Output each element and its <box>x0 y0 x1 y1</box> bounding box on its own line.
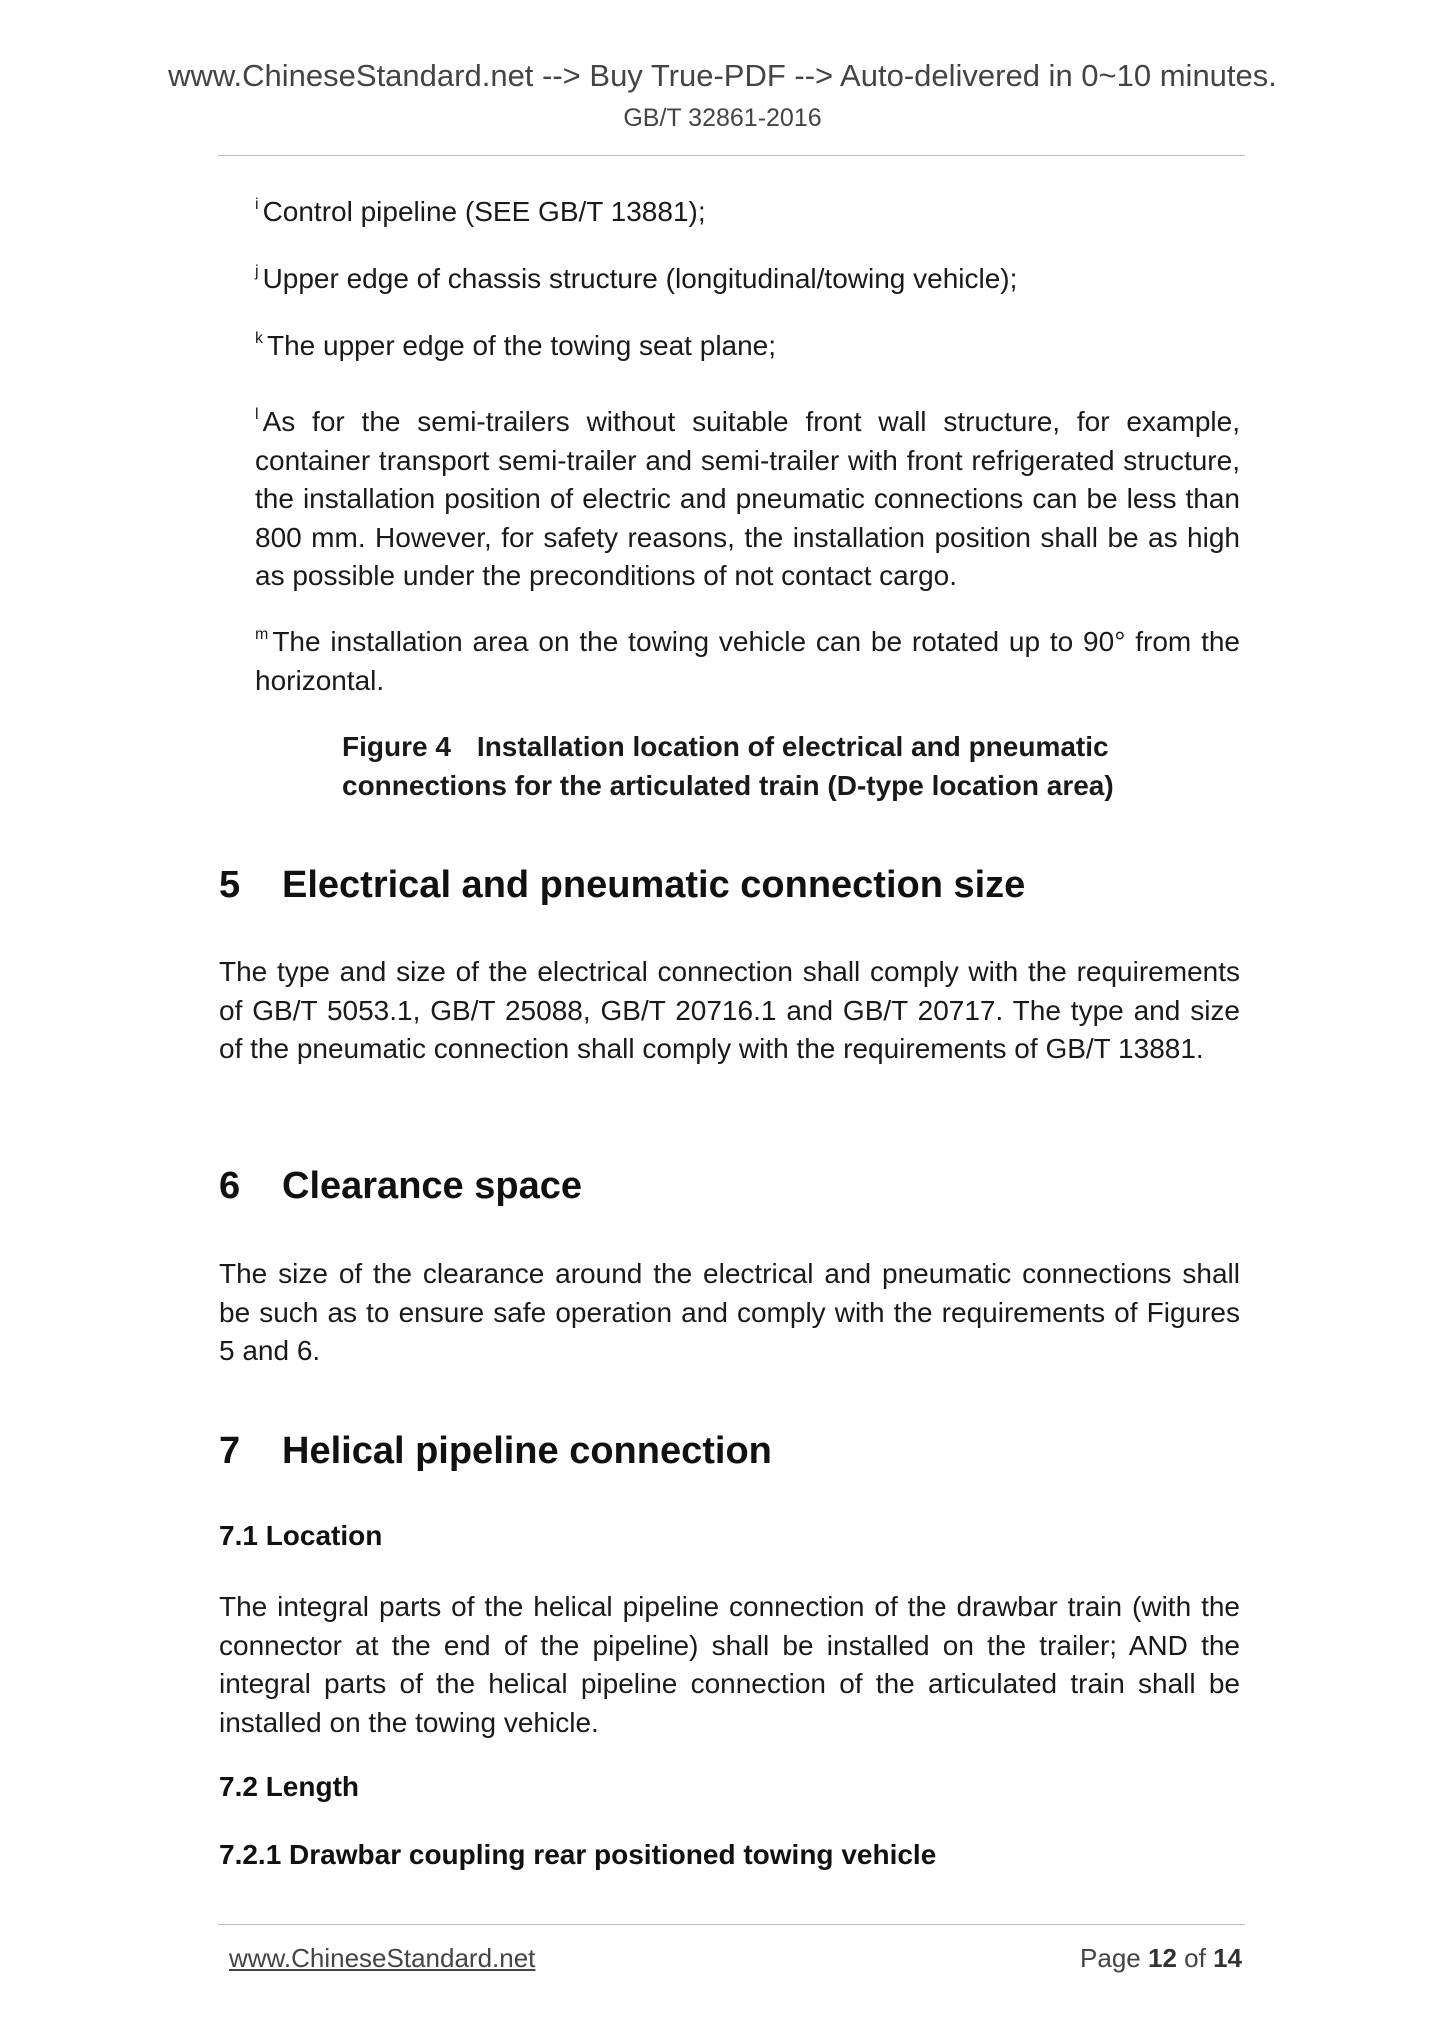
section-7-heading <box>219 1430 772 1473</box>
figure-note-k <box>255 327 1240 366</box>
figure-note-j <box>255 260 1240 299</box>
note-mark: i <box>255 196 259 213</box>
section-title: Electrical and pneumatic connection size <box>282 864 1026 906</box>
figure-caption <box>342 728 1202 805</box>
note-text: The upper edge of the towing seat plane; <box>267 330 777 361</box>
note-mark: k <box>255 330 263 347</box>
figure-caption-line1: Installation location of electrical and pneumatic <box>476 731 1109 762</box>
section-title: Clearance space <box>282 1165 582 1207</box>
header-divider <box>218 155 1245 156</box>
figure-note-m <box>255 623 1240 700</box>
section-6-heading <box>219 1165 582 1208</box>
section-6-body: The size of the clearance around the electrical and pneumatic connections shall be such as to ensure safe operation and comply with the requirements of Figures 5 and 6. <box>219 1258 1240 1366</box>
subsection-7-1-heading: 7.1 Location <box>219 1520 383 1551</box>
page-prefix: Page <box>1080 1943 1141 1973</box>
note-text: Upper edge of chassis structure (longitudinal/towing vehicle); <box>262 263 1018 294</box>
footer-site-link[interactable]: www.ChineseStandard.net <box>229 1943 536 1973</box>
figure-caption-line2: connections for the articulated train (D-type location area) <box>342 769 1114 801</box>
footer-divider <box>218 1924 1245 1925</box>
subsection-7-1-body: The integral parts of the helical pipeline connection of the drawbar train (with the connector at the end of the pipeline) shall be installed on the trailer; AND the integral parts of the helical pipeline connection of the articulated train shall be installed on the towing vehicle. <box>219 1591 1240 1738</box>
note-mark: j <box>255 263 259 280</box>
note-text: Control pipeline (SEE GB/T 13881); <box>262 196 706 227</box>
note-mark: m <box>255 626 269 643</box>
figure-note-i <box>255 193 1240 232</box>
page-current: 12 <box>1148 1943 1177 1973</box>
section-5-heading <box>219 864 1025 907</box>
subsection-7-2-heading: 7.2 Length <box>219 1771 360 1802</box>
subsection-7-2-1-heading: 7.2.1 Drawbar coupling rear positioned towing vehicle <box>219 1839 937 1870</box>
section-number: 6 <box>219 1165 241 1207</box>
note-text: The installation area on the towing vehicle can be rotated up to 90° from the horizontal. <box>255 626 1240 696</box>
page-total: 14 <box>1213 1943 1242 1973</box>
figure-note-l <box>255 403 1240 596</box>
figure-number: Figure 4 <box>342 731 451 762</box>
note-text: As for the semi-trailers without suitable front wall structure, for example, container transport semi-trailer and semi-trailer with front refrigerated structure, the installation position of electric and pneumatic connections can be less than 800 mm. However, for safety reasons, the installation position shall be as high as possible under the preconditions of not contact cargo. <box>255 406 1240 591</box>
page-of: of <box>1184 1943 1206 1973</box>
section-number: 5 <box>219 864 241 906</box>
header-banner: www.ChineseStandard.net --> Buy True-PDF --> Auto-delivered in 0~10 minutes. <box>168 58 1277 93</box>
section-number: 7 <box>219 1430 241 1472</box>
standard-code: GB/T 32861-2016 <box>623 104 822 132</box>
section-5-body: The type and size of the electrical connection shall comply with the requirements of GB/T 5053.1, GB/T 25088, GB/T 20716.1 and GB/T 20717. The type and size of the pneumatic connection shall comply with the requirements of GB/T 13881. <box>219 956 1240 1064</box>
section-title: Helical pipeline connection <box>282 1430 772 1472</box>
page-counter <box>1080 1943 1242 1974</box>
note-mark: l <box>255 406 259 423</box>
